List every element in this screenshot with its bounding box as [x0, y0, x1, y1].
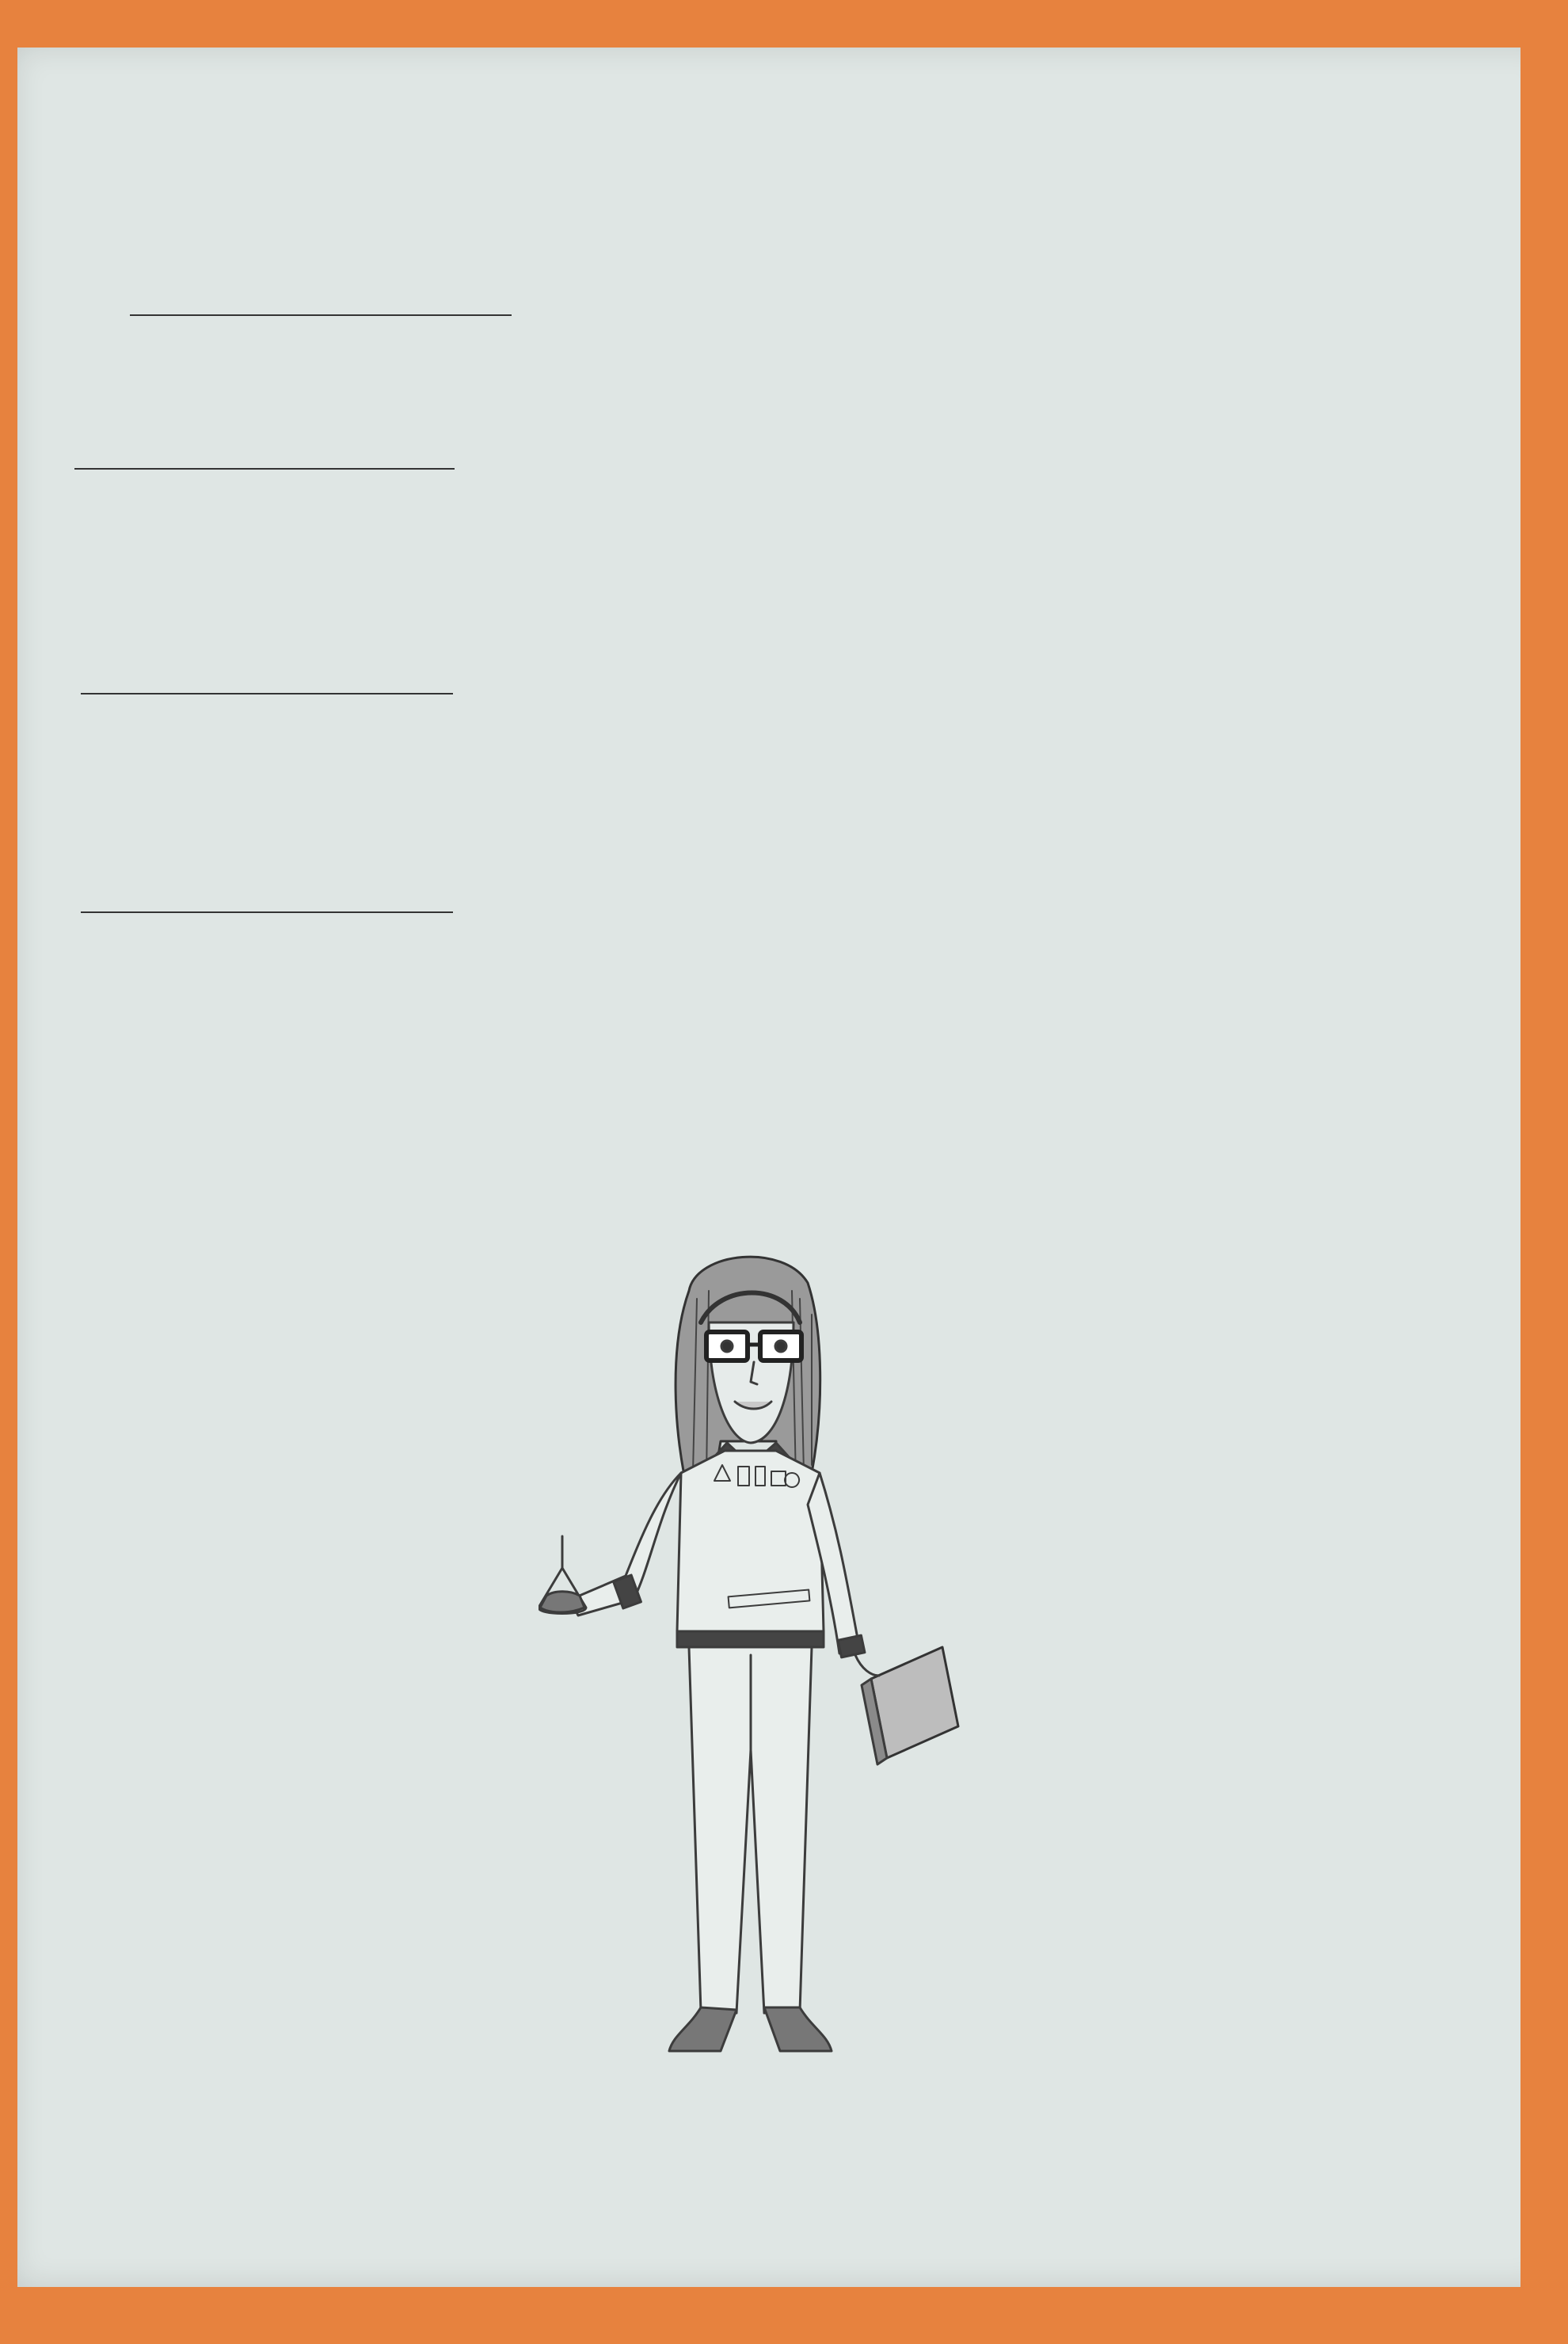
top-decorative-border	[0, 0, 1568, 48]
book-icon	[862, 1647, 958, 1764]
girl-scientist-illustration	[539, 1235, 982, 2079]
answer-blank[interactable]	[81, 692, 453, 694]
right-decorative-border	[1520, 0, 1568, 2344]
answer-blank[interactable]	[81, 911, 453, 913]
question-18-choices	[931, 502, 1286, 538]
bottom-decorative-border	[0, 2289, 1568, 2344]
left-decorative-border	[0, 0, 17, 2344]
question-17-line-1	[57, 217, 66, 253]
question-17-choices	[882, 336, 1299, 371]
answer-blank[interactable]	[74, 467, 455, 470]
question-17-line-2	[130, 288, 512, 324]
question-18-line-1	[60, 442, 455, 478]
question-20-choices	[908, 1009, 1296, 1045]
question-20-line-1	[63, 885, 453, 921]
question-19-choices	[960, 727, 1300, 763]
answer-blank[interactable]	[130, 314, 512, 316]
question-19-line-1	[63, 667, 453, 702]
